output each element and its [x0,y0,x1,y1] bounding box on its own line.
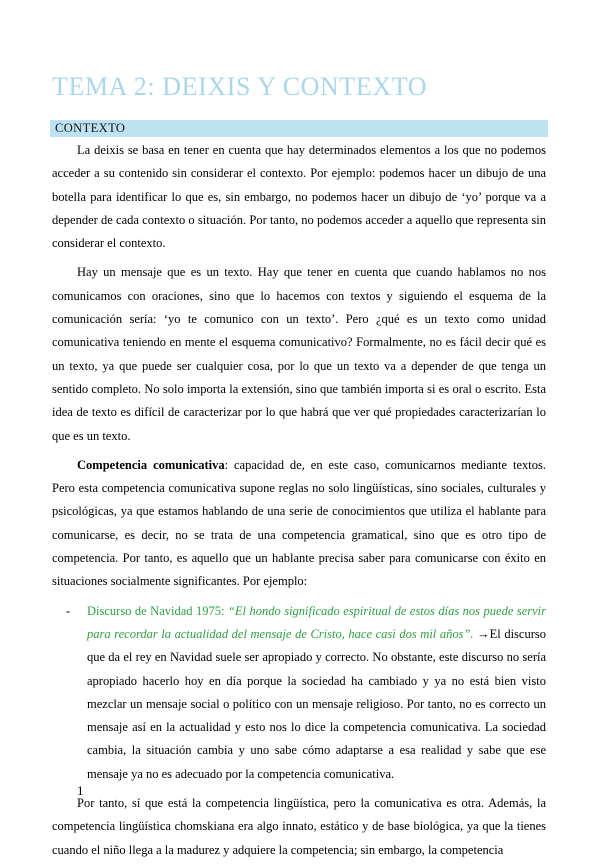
page-title: TEMA 2: DEIXIS Y CONTEXTO [52,72,428,101]
paragraph-competencia [52,454,546,594]
document-body [52,139,546,868]
paragraph-deixis: La deixis se basa en tener en cuenta que hay determinados elementos a los que no podemos acceder a su contenido sin considerar el contexto. Por ejemplo: podemos hacer un dibujo de una botella para identificar lo que es, sin embargo, no podemos hacer un dibujo de ‘yo’ porque va a depender de cada contexto o situación. Por tanto, no podemos acceder a aquello que representa sin considerar el contexto. [52,143,546,251]
example-quote: “El hondo significado espiritual de estos días nos puede servir para recordar la actualidad del mensaje de Cristo, hace casi dos mil años”. [87,603,546,641]
example-lead: Discurso de Navidad 1975: [87,603,228,618]
paragraph-texto: Hay un mensaje que es un texto. Hay que tener en cuenta que cuando hablamos no nos comunicamos con oraciones, sino que lo hacemos con textos y siguiendo el esquema de la comunicación sería: ‘yo te comunico con un texto’. Pero ¿qué es un texto como unidad comunicativa teniendo en mente el esquema comunicativo? Formalmente, no es fácil decir qué es un texto, ya que puede ser cualquier cosa, por lo que un texto va a depender de que tenga un sentido completo. No solo importa la extensión, sino que también importa si es oral o escrito. Esta idea de texto es difícil de caracterizar por lo que habrá que ver qué propiedades caracterizarían lo que es un texto. [52,265,546,443]
list-dash: - [66,603,71,618]
page-number: 1 [77,783,84,798]
term-competencia-comunicativa: Competencia comunicativa [77,457,225,472]
section-heading-bar [50,120,548,137]
paragraph-conclusion: Por tanto, sí que está la competencia lingüística, pero la comunicativa es otra. Además, la competencia lingüística chomskiana era algo innato, estático y de base biológica, ya que la tienes cuando el niño llega a la madurez y adquiere la competencia; sin embargo, la competencia [52,796,546,857]
list-item-example [52,600,546,786]
example-explanation: →El discurso que da el rey en Navidad suele ser apropiado y correcto. No obstante, este discurso no sería apropiado hacerlo hoy en día porque la sociedad ha cambiado y ya no está bien visto mezclar un mensaje social o político con un mensaje religioso. Por tanto, no es correcto un mensaje así en la actualidad y esto nos lo dice la competencia comunicativa. La sociedad cambia, la situación cambia y uno sabe cómo adaptarse a esa realidad y sabe que ese mensaje ya no es adecuado por la competencia comunicativa. [87,626,546,781]
paragraph-competencia-text: : capacidad de, en este caso, comunicarnos mediante textos. Pero esta competencia comunicativa supone reglas no solo lingüísticas, sino sociales, culturales y psicológicas, ya que estamos hablando de una serie de conocimientos que utiliza el hablante para comunicarse, es decir, no se trata de una competencia gramatical, sino que es otro tipo de competencia. Por tanto, es aquello que un hablante precisa saber para comunicarse con éxito en situaciones socialmente significantes. Por ejemplo: [52,457,546,589]
section-heading: CONTEXTO [55,121,126,135]
